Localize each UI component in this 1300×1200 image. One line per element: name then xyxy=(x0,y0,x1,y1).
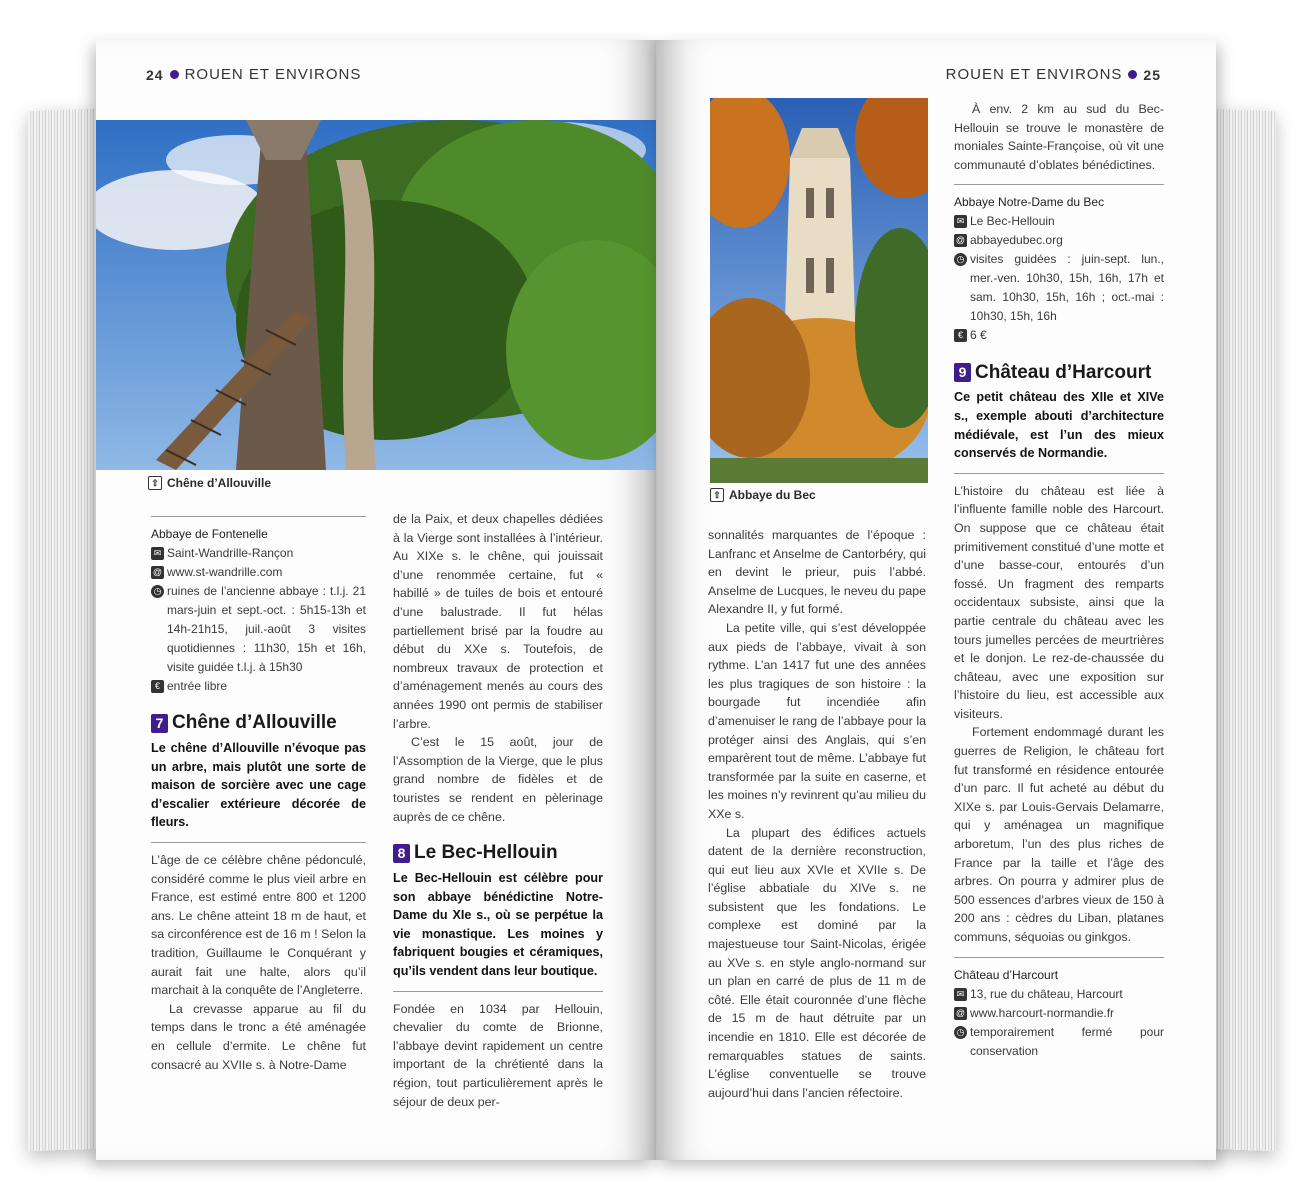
web-link[interactable]: www.st-wandrille.com xyxy=(167,565,283,579)
running-head-text: ROUEN ET ENVIRONS xyxy=(945,66,1123,83)
paragraph: C’est le 15 août, jour de l’Assomption de la Vierge, que le plus grand nombre de fidèles et de touristes se rendent en pèlerinage auprès de ce chêne. xyxy=(393,735,603,824)
left-column-1 xyxy=(151,516,366,1074)
at-sign-icon: @ xyxy=(955,235,966,246)
photo-abbaye-du-bec xyxy=(710,98,928,483)
euro-icon: € xyxy=(954,329,967,342)
infobox-title: Abbaye de Fontenelle xyxy=(151,527,268,541)
right-column-1 xyxy=(708,526,926,1102)
info-hours xyxy=(151,582,366,677)
clock-icon: ◷ xyxy=(954,1026,967,1039)
paragraph: La plupart des édifices actuels datent de la dernière reconstruction, qui eut lieu aux XVIe et XVIIe s. De l’église abbatiale du XIVe s. ne subsistent que les fondations. Le complexe est dominé par la majestueuse tour Saint-Nicolas, érigée au XVe s. en style anglo-normand sur un plan en carré de plus de 11 m de côté. Elle était couronnée d’une flèche de 15 m de haut détruite par un incendie en 1810. Elle est décorée de remarquables statues de saints. L’église conventuelle se trouve aujourd’hui dans l’ancien réfectoire. xyxy=(708,825,926,1100)
photo-caption-left xyxy=(148,476,271,490)
envelope-icon: ✉ xyxy=(954,988,967,1001)
infobox-title: Château d’Harcourt xyxy=(954,967,1059,982)
bullet-dot xyxy=(170,70,179,79)
paragraph: de la Paix, et deux chapelles dédiées à la Vierge sont installées à l’intérieur. Au XIXe s. le chêne, qui jouissait d’une renommée certaine, fut « habillé » de tuiles de bois et entouré d’une balustrade. Il fut hélas partiellement brisé par la foudre au début du XXe s. Toutefois, de nombreux travaux de protection et d’aménagement menés au cours des années 1990 ont permis de stabiliser l’arbre. xyxy=(393,512,603,731)
running-head-left xyxy=(146,66,361,83)
hours-text: temporairement fermé pour conservation xyxy=(970,1024,1164,1058)
section-number-badge: 9 xyxy=(954,363,971,382)
info-price xyxy=(954,326,1164,345)
paragraph: sonnalités marquantes de l’époque : Lanfranc et Anselme de Cantorbéry, qui en devint le prieur, puis l’abbé. Anselme de Lucques, le neveu du pape Alexandre II, y fut formé. xyxy=(708,528,926,617)
left-page xyxy=(96,40,656,1160)
book-page-edges-left xyxy=(28,109,98,1151)
price-text: 6 € xyxy=(970,328,987,343)
page-number: 24 xyxy=(146,66,164,83)
clock-icon: ◷ xyxy=(954,253,967,266)
at-sign-icon: @ xyxy=(955,1007,966,1018)
envelope-icon: ✉ xyxy=(954,215,967,228)
paragraph: La petite ville, qui s’est développée aux pieds de l’abbaye, vivait à son rythme. L’an 1417 fut une des années les plus tragiques de son histoire : la bourgade fut incendiée afin d’amenuiser le rang de l’abbaye pour la protéger ainsi des Anglais, qui s’en emparèrent tout de même. L’abbaye fut transformée par la suite en caserne, et les moines n’y revinrent qu’au milieu du XXe s. xyxy=(708,620,926,821)
hours-text: visites guidées : juin-sept. lun., mer.-ven. 10h30, 15h, 16h, 17h et sam. 10h30, 15h, 16h ; oct.-mai : 10h30, 15h, 16h xyxy=(970,252,1164,324)
camera-arrow-icon: ⇧ xyxy=(148,476,162,490)
paragraph: Fortement endommagé durant les guerres de Religion, le château fort fut transformé en résidence entourée d’un parc. Il fut acheté au début du XIXe s. par Louis-Gervais Delamarre, qui y aménagea un magnifique arboretum, l’un des plus riches de France par la taille et l’âge des arbres. On pourra y admirer plus de 500 essences d’arbres vieux de 150 à 200 ans : cèdres du Liban, platanes communs, séquoias ou ginkgos. xyxy=(954,725,1164,944)
infobox-fontenelle xyxy=(151,516,366,696)
left-column-2 xyxy=(393,510,603,1111)
section-number-badge: 8 xyxy=(393,844,410,863)
paragraph: À env. 2 km au sud du Bec-Hellouin se trouve le monastère de moniales Sainte-Françoise, où vit une communauté d’oblates bénédictines. xyxy=(954,102,1164,172)
section-lead: Le Bec-Hellouin est célèbre pour son abbaye bénédictine Notre-Dame du XIe s., où se perpétue la vie monastique. Les moines y fabriquent bougies et céramiques, qu’ils vendent dans leur boutique. xyxy=(393,869,603,992)
address-text: Le Bec-Hellouin xyxy=(970,214,1055,229)
at-sign-icon: @ xyxy=(152,567,163,577)
section-heading: Chêne d’Allouville xyxy=(172,712,337,734)
caption-text: Abbaye du Bec xyxy=(729,488,816,502)
web-link[interactable]: www.harcourt-normandie.fr xyxy=(970,1005,1115,1020)
running-head-text: ROUEN ET ENVIRONS xyxy=(184,66,362,83)
info-hours xyxy=(954,250,1164,326)
photo-chene-allouville xyxy=(96,120,656,470)
page-number: 25 xyxy=(1143,66,1161,83)
infobox-harcourt xyxy=(954,957,1164,1061)
section-heading: Le Bec-Hellouin xyxy=(414,842,558,864)
paragraph: L’histoire du château est liée à l’influente famille noble des Harcourt. On suppose que ce château était primitivement constitué d’une motte et d’une basse-cour, entourés d’un fossé. Un fragment des remparts occidentaux subsiste, ainsi que la partie centrale du château avec les tours jumelles percées de meurtrières et le donjon. Le rez-de-chaussée du château, avec une exposition sur l’histoire du lieu, est accessible aux visiteurs. xyxy=(954,483,1164,721)
right-page xyxy=(656,40,1216,1160)
info-web[interactable] xyxy=(151,563,366,582)
infobox-title: Abbaye Notre-Dame du Bec xyxy=(954,195,1105,210)
web-link[interactable]: abbayedubec.org xyxy=(970,233,1063,248)
right-column-2 xyxy=(954,100,1164,1061)
info-web[interactable] xyxy=(954,1004,1164,1023)
price-text: entrée libre xyxy=(167,679,228,693)
running-head-right xyxy=(946,66,1161,83)
info-address xyxy=(151,544,366,563)
paragraph: L’âge de ce célèbre chêne pédonculé, considéré comme le plus vieil arbre en France, est estimé entre 800 et 1200 ans. Le chêne atteint 18 m de haut, et sa circonférence est de 16 m ! Selon la tradition, Guillaume le Conquérant y aurait fait une halte, alors qu’il marchait à la conquête de l’Angleterre. xyxy=(151,852,366,998)
camera-arrow-icon: ⇧ xyxy=(710,488,724,502)
section-title-7 xyxy=(151,714,366,733)
address-text: Saint-Wandrille-Rançon xyxy=(167,546,294,560)
info-address xyxy=(954,985,1164,1004)
address-text: 13, rue du château, Harcourt xyxy=(970,986,1123,1001)
section-title-9 xyxy=(954,363,1164,382)
infobox-abbaye-bec xyxy=(954,184,1164,345)
paragraph: La crevasse apparue au fil du temps dans le tronc a été aménagée en cellule d’ermite. Le chêne fut consacré au XVIIe s. à Notre-Dame xyxy=(151,1001,366,1072)
photo-caption-right xyxy=(710,488,816,502)
section-number-badge: 7 xyxy=(151,714,168,733)
clock-icon: ◷ xyxy=(151,585,164,598)
envelope-icon: ✉ xyxy=(151,547,164,560)
info-hours xyxy=(954,1023,1164,1061)
paragraph: Fondée en 1034 par Hellouin, chevalier du comte de Brionne, l’abbaye devint rapidement un centre important de la chrétienté dans la région, tout particulièrement après le séjour de deux per- xyxy=(393,1001,603,1109)
euro-icon: € xyxy=(151,680,164,693)
section-lead: Ce petit château des XIIe et XIVe s., exemple abouti d’architecture médiévale, est l’un des mieux conservés de Normandie. xyxy=(954,388,1164,473)
section-lead: Le chêne d’Allouville n’évoque pas un arbre, mais plutôt une sorte de maison de sorcière avec une cage d’escalier extérieure décorée de fleurs. xyxy=(151,739,366,843)
section-heading: Château d’Harcourt xyxy=(975,361,1152,383)
info-web[interactable] xyxy=(954,231,1164,250)
bullet-dot xyxy=(1128,70,1137,79)
book-page-edges-right xyxy=(1206,109,1276,1151)
info-price xyxy=(151,677,366,696)
caption-text: Chêne d’Allouville xyxy=(167,476,272,490)
info-address xyxy=(954,212,1164,231)
section-title-8 xyxy=(393,844,603,863)
hours-text: ruines de l’ancienne abbaye : t.l.j. 21 mars-juin et sept.-oct. : 5h15-13h et 14h-21h15, juil.-août 3 visites quotidiennes : 11h30, 15h et 16h, visite guidée t.l.j. à 15h30 xyxy=(167,584,366,674)
